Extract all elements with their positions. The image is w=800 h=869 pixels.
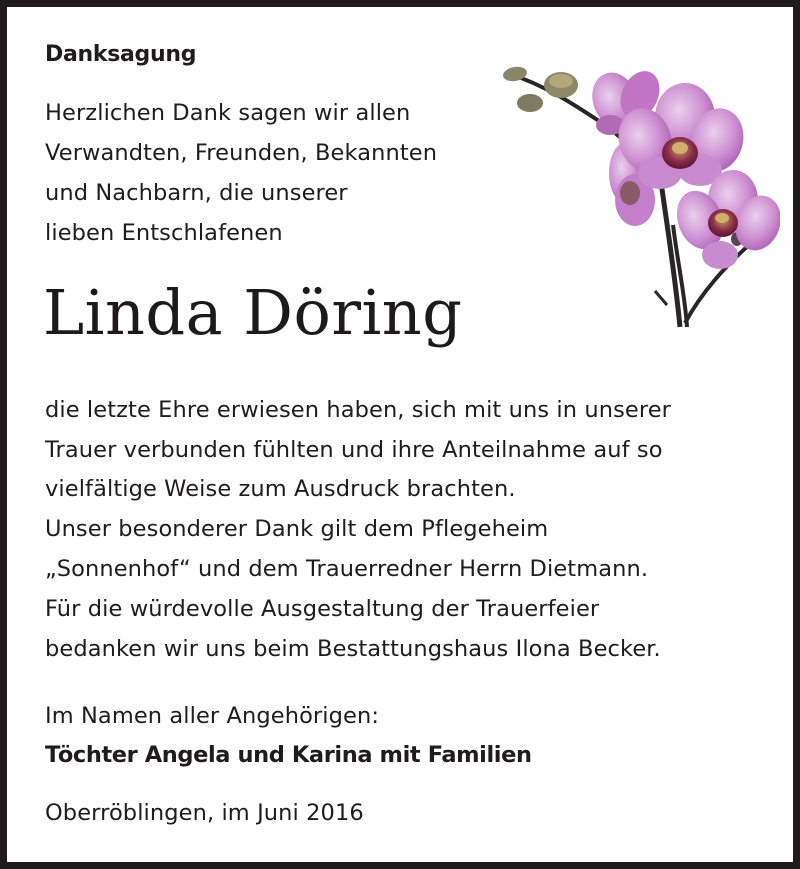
intro-line: lieben Entschlafenen xyxy=(45,220,283,246)
body-line: Für die würdevolle Ausgestaltung der Trauerfeier xyxy=(45,596,600,622)
signature-names: Töchter Angela und Karina mit Familien xyxy=(45,742,532,768)
notice-heading: Danksagung xyxy=(45,42,197,67)
body-line: „Sonnenhof“ und dem Trauerredner Herrn Dietmann. xyxy=(45,556,649,582)
deceased-name: Linda Döring xyxy=(43,276,463,349)
place-date: Oberröblingen, im Juni 2016 xyxy=(45,800,364,826)
body-line: bedanken wir uns beim Bestattungshaus Ilona Becker. xyxy=(45,636,661,662)
intro-line: und Nachbarn, die unserer xyxy=(45,180,348,206)
intro-line: Herzlichen Dank sagen wir allen xyxy=(45,100,411,126)
body-line: vielfältige Weise zum Ausdruck brachten. xyxy=(45,476,516,502)
signature-intro: Im Namen aller Angehörigen: xyxy=(45,703,380,729)
body-line: die letzte Ehre erwiesen haben, sich mit uns in unserer xyxy=(45,397,671,423)
body-line: Unser besonderer Dank gilt dem Pflegeheim xyxy=(45,516,549,542)
orchid-icon xyxy=(495,55,780,345)
body-line: Trauer verbunden fühlten und ihre Anteilnahme auf so xyxy=(45,437,663,463)
intro-line: Verwandten, Freunden, Bekannten xyxy=(45,140,438,166)
